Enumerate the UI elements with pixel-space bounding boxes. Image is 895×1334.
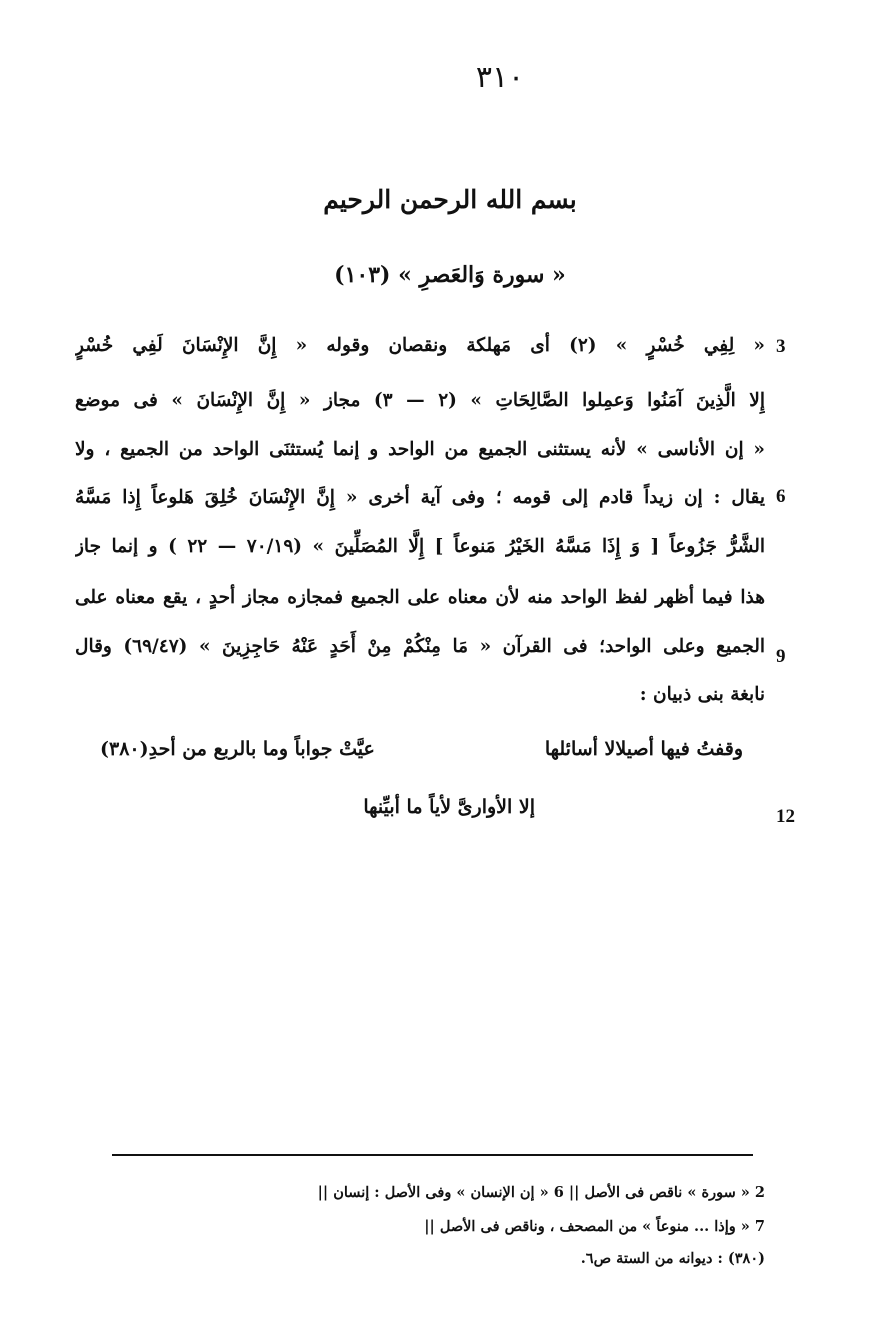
surah-title: « سورة وَالعَصرِ » (١٠٣) — [334, 262, 566, 288]
verse-hemistich: عيَّتْ جواباً وما بالربع من أحدِ(٣٨٠) — [100, 738, 375, 760]
text-line: هذا فيما أظهر لفظ الواحد منه لأن معناه على الجميع فمجازه مجاز أحدٍ ، يقع معناه على — [75, 587, 765, 608]
line-number: 3 — [776, 336, 786, 357]
footnote-line: (٣٨٠) : ديوانه من الستة ص٦. — [580, 1250, 765, 1267]
line-number: 12 — [776, 806, 795, 827]
text-line: يقال : إن زيداً قادم إلى قومه ؛ وفى آية أخرى « إِنَّ الإِنْسَانَ خُلِقَ هَلوعاً إِذا مَسَّهُ — [75, 487, 765, 508]
basmala-heading: بسم الله الرحمن الرحيم — [323, 185, 577, 214]
text-line: الجميع وعلى الواحد؛ فى القرآن « مَا مِنْكُمْ مِنْ أَحَدٍ عَنْهُ حَاجِزِينَ » (٦٩/٤٧) وقال — [75, 636, 765, 657]
footnote-line: 2 « سورة » ناقص فى الأصل || 6 « إن الإنسان » وفى الأصل : إنسان || — [317, 1184, 765, 1201]
verse-hemistich: وقفتُ فيها أصيلالا أسائلها — [544, 738, 743, 760]
line-number: 6 — [776, 486, 786, 507]
text-line: « لِفِي خُسْرٍ » (٢) أى مَهلكة ونقصان وقوله « إِنَّ الإِنْسَانَ لَفِي خُسْرٍ — [75, 335, 765, 356]
page-number: ٣١٠ — [475, 60, 525, 95]
text-line: « إن الأناسى » لأنه يستثنى الجميع من الواحد و إنما يُستثنَى الواحد من الجميع ، ولا — [75, 439, 765, 460]
footnote-divider — [112, 1154, 753, 1156]
verse-hemistich: إلا الأوارىَّ لأياً ما أبيِّنها — [363, 796, 535, 818]
text-line: نابغة بنى ذبيان : — [639, 684, 765, 705]
text-line: الشَّرُّ جَزُوعاً [ وَ إِذَا مَسَّهُ الخَيْرُ مَنوعاً ] إِلَّا المُصَلِّينَ » (٧٠/١٩ — ٢٢ ) و إنما جاز — [75, 536, 765, 557]
text-line: إِلا الَّذِينَ آمَنُوا وَعمِلوا الصَّالِحَاتِ » (٢ — ٣) مجاز « إِنَّ الإِنْسَانَ » فى موضع — [75, 390, 765, 411]
line-number: 9 — [776, 646, 786, 667]
footnote-line: 7 « وإذا ... منوعاً » من المصحف ، وناقص فى الأصل || — [424, 1218, 765, 1235]
